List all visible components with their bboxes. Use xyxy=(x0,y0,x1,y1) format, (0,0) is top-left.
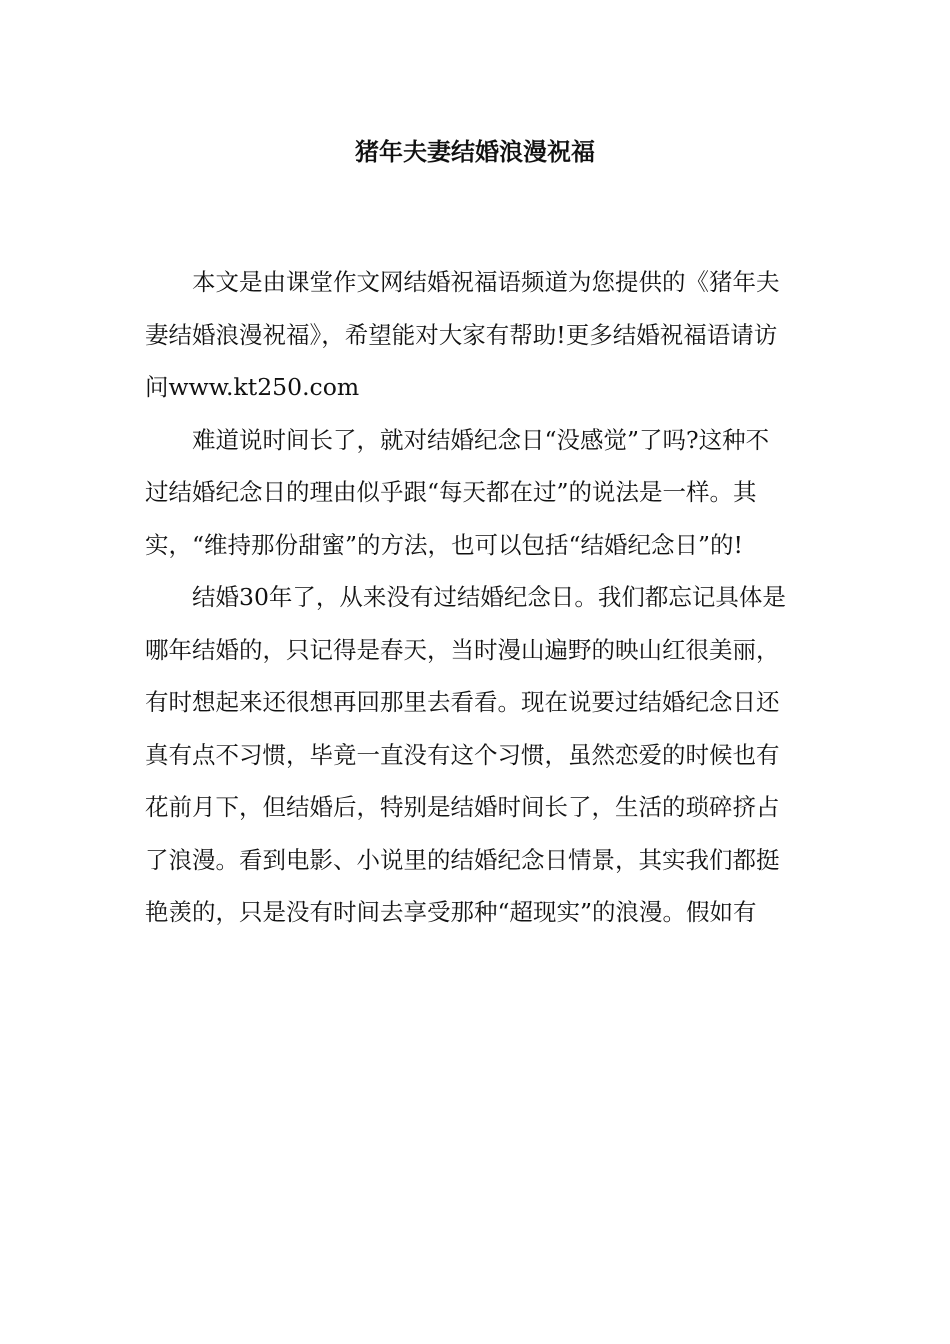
paragraph-line: 妻结婚浪漫祝福》，希望能对大家有帮助!更多结婚祝福语请访 xyxy=(145,320,778,349)
paragraph-anniversary-question xyxy=(145,414,807,572)
paragraph-line: 花前月下，但结婚后，特别是结婚时间长了，生活的琐碎挤占 xyxy=(145,793,780,821)
paragraph-thirty-years xyxy=(145,571,807,939)
paragraph-line: 难道说时间长了，就对结婚纪念日“没感觉”了吗?这种不 xyxy=(192,425,770,454)
document-title: 猪年夫妻结婚浪漫祝福 xyxy=(355,137,595,166)
paragraph-line: 了浪漫。看到电影、小说里的结婚纪念日情景，其实我们都挺 xyxy=(145,845,780,874)
paragraph-line: 结婚30年了，从来没有过结婚纪念日。我们都忘记具体是 xyxy=(192,583,786,611)
paragraph-line: 本文是由课堂作文网结婚祝福语频道为您提供的《猪年夫 xyxy=(192,268,780,296)
document-body xyxy=(145,256,807,939)
paragraph-intro xyxy=(145,256,807,414)
paragraph-line: 有时想起来还很想再回那里去看看。现在说要过结婚纪念日还 xyxy=(145,688,780,716)
paragraph-line: 真有点不习惯，毕竟一直没有这个习惯，虽然恋爱的时候也有 xyxy=(145,740,780,769)
paragraph-line: 实，“维持那份甜蜜”的方法，也可以包括“结婚纪念日”的! xyxy=(145,530,743,559)
paragraph-line: 哪年结婚的，只记得是春天，当时漫山遍野的映山红很美丽， xyxy=(145,635,780,664)
paragraph-line: 艳羡的，只是没有时间去享受那种“超现实”的浪漫。假如有 xyxy=(145,898,757,926)
paragraph-line: 过结婚纪念日的理由似乎跟“每天都在过”的说法是一样。其 xyxy=(145,478,757,506)
paragraph-line: 问www.kt250.com xyxy=(145,373,360,401)
